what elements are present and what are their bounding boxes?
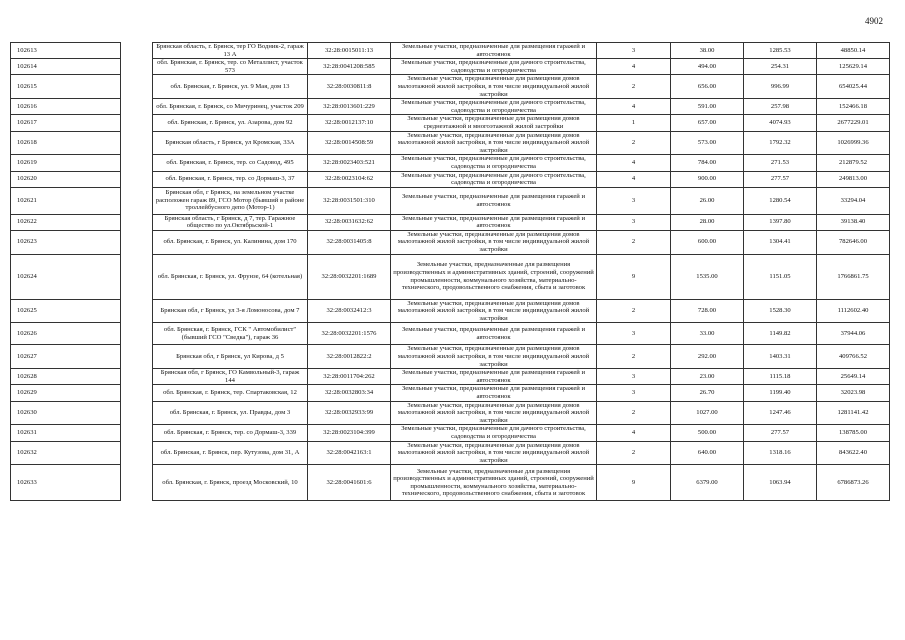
cell-unit-value: 1304.41	[744, 230, 817, 254]
cell-gap	[121, 299, 153, 323]
cell-cadastral-number: 32:28:0012137:10	[308, 115, 391, 131]
cell-cadastral-number: 32:28:0042163:1	[308, 441, 391, 465]
cell-area: 26.70	[671, 385, 744, 401]
cell-cadastral-value: 48850.14	[817, 43, 890, 59]
cell-area: 500.00	[671, 425, 744, 441]
table-row	[11, 230, 890, 254]
cell-address: обл. Брянская, г. Брянск, ул. Азарова, дом 92	[153, 115, 308, 131]
cell-unit-value: 1792.32	[744, 131, 817, 155]
cell-id: 102622	[11, 214, 121, 230]
cell-land-purpose: Земельные участки, предназначенные для размещения домов малоэтажной жилой застройки, в том числе индивидуальной жилой застройки	[391, 230, 597, 254]
cell-cadastral-number: 32:28:0041601:6	[308, 465, 391, 501]
cell-area: 656.00	[671, 75, 744, 99]
cell-id: 102630	[11, 401, 121, 425]
cell-cadastral-value: 212879.52	[817, 155, 890, 171]
cell-area: 728.00	[671, 299, 744, 323]
cell-cadastral-number: 32:28:0015011:13	[308, 43, 391, 59]
cell-unit-value: 1280.54	[744, 187, 817, 214]
cell-id: 102618	[11, 131, 121, 155]
cell-cadastral-value: 33294.04	[817, 187, 890, 214]
cell-group: 2	[597, 401, 671, 425]
cell-land-purpose: Земельные участки, предназначенные для размещения домов малоэтажной жилой застройки, в том числе индивидуальной жилой застройки	[391, 441, 597, 465]
cell-group: 4	[597, 155, 671, 171]
cell-group: 3	[597, 369, 671, 385]
cell-cadastral-number: 32:28:0023104:399	[308, 425, 391, 441]
cell-land-purpose: Земельные участки, предназначенные для дачного строительства, садоводства и огородничества	[391, 425, 597, 441]
cell-id: 102621	[11, 187, 121, 214]
cell-gap	[121, 345, 153, 369]
cell-cadastral-value: 1026999.36	[817, 131, 890, 155]
table-row	[11, 43, 890, 59]
cell-address: Брянская область, г. Брянск, тер ГО Водник-2, гараж 13 А	[153, 43, 308, 59]
cell-unit-value: 1285.53	[744, 43, 817, 59]
cell-id: 102624	[11, 254, 121, 299]
cell-address: обл. Брянская, г. Брянск, тер. со Металлист, участок 573	[153, 59, 308, 75]
cell-address: Брянская обл, г Брянск, ГО Камвольный-3, гараж 144	[153, 369, 308, 385]
cell-address: обл. Брянская, г. Брянск, ГСК " Автомобилист" (бывший ГСО "Сведка"), гараж 36	[153, 323, 308, 345]
cell-cadastral-value: 25649.14	[817, 369, 890, 385]
cell-gap	[121, 131, 153, 155]
cell-land-purpose: Земельные участки, предназначенные для размещения домов малоэтажной жилой застройки, в том числе индивидуальной жилой застройки	[391, 75, 597, 99]
cell-group: 9	[597, 254, 671, 299]
cell-group: 3	[597, 385, 671, 401]
cell-unit-value: 277.57	[744, 171, 817, 187]
cell-cadastral-value: 654025.44	[817, 75, 890, 99]
cell-cadastral-value: 138785.00	[817, 425, 890, 441]
cell-cadastral-number: 32:28:0012822:2	[308, 345, 391, 369]
cell-group: 2	[597, 230, 671, 254]
cell-gap	[121, 369, 153, 385]
cell-id: 102632	[11, 441, 121, 465]
table-row	[11, 369, 890, 385]
cell-unit-value: 1403.31	[744, 345, 817, 369]
cell-unit-value: 1149.82	[744, 323, 817, 345]
cell-area: 23.00	[671, 369, 744, 385]
table-row	[11, 155, 890, 171]
cell-land-purpose: Земельные участки, предназначенные для размещения производственных и административных зданий, строений, сооружений промышленности, коммунального хозяйства, материально-технического, продовольственного снабжения, сбыта и заготовок	[391, 465, 597, 501]
cell-cadastral-number: 32:28:0013601:229	[308, 99, 391, 115]
cell-cadastral-number: 32:28:0031501:310	[308, 187, 391, 214]
cell-group: 4	[597, 99, 671, 115]
cell-land-purpose: Земельные участки, предназначенные для дачного строительства, садоводства и огородничества	[391, 171, 597, 187]
table-row	[11, 465, 890, 501]
cell-land-purpose: Земельные участки, предназначенные для размещения гаражей и автостоянок	[391, 187, 597, 214]
cell-address: обл. Брянская, г. Брянск, тер. Спартаковская, 12	[153, 385, 308, 401]
cell-gap	[121, 155, 153, 171]
cell-address: обл. Брянская, г. Брянск, тер. со Садовод, 495	[153, 155, 308, 171]
cell-area: 573.00	[671, 131, 744, 155]
cell-address: обл. Брянская, г. Брянск, ул. Калинина, дом 170	[153, 230, 308, 254]
cell-area: 26.00	[671, 187, 744, 214]
cell-unit-value: 1397.80	[744, 214, 817, 230]
table-row	[11, 171, 890, 187]
cell-unit-value: 271.53	[744, 155, 817, 171]
cell-id: 102613	[11, 43, 121, 59]
cell-cadastral-number: 32:28:0031632:62	[308, 214, 391, 230]
page-number: 4902	[865, 16, 883, 26]
cell-id: 102620	[11, 171, 121, 187]
cell-unit-value: 4074.93	[744, 115, 817, 131]
cell-id: 102616	[11, 99, 121, 115]
cell-gap	[121, 385, 153, 401]
cell-gap	[121, 214, 153, 230]
table-row	[11, 323, 890, 345]
table-row	[11, 254, 890, 299]
cell-land-purpose: Земельные участки, предназначенные для размещения гаражей и автостоянок	[391, 323, 597, 345]
cell-cadastral-number: 32:28:0032201:1689	[308, 254, 391, 299]
cell-unit-value: 1063.94	[744, 465, 817, 501]
cell-group: 3	[597, 214, 671, 230]
cell-land-purpose: Земельные участки, предназначенные для размещения домов среднеэтажной и многоэтажной жилой застройки	[391, 115, 597, 131]
cell-address: обл. Брянская, г. Брянск, пер. Кутузова, дом 31, А	[153, 441, 308, 465]
cell-address: обл. Брянская, г. Брянск, тер. со Дормаш-3, 339	[153, 425, 308, 441]
cell-cadastral-value: 6786873.26	[817, 465, 890, 501]
cell-cadastral-number: 32:28:0032933:99	[308, 401, 391, 425]
cell-gap	[121, 425, 153, 441]
cell-cadastral-value: 152466.18	[817, 99, 890, 115]
cell-area: 784.00	[671, 155, 744, 171]
cell-cadastral-value: 843622.40	[817, 441, 890, 465]
cell-land-purpose: Земельные участки, предназначенные для размещения гаражей и автостоянок	[391, 43, 597, 59]
cell-cadastral-value: 782646.00	[817, 230, 890, 254]
cell-id: 102631	[11, 425, 121, 441]
table-row	[11, 115, 890, 131]
cell-land-purpose: Земельные участки, предназначенные для размещения домов малоэтажной жилой застройки, в том числе индивидуальной жилой застройки	[391, 345, 597, 369]
cell-cadastral-value: 2677229.01	[817, 115, 890, 131]
cell-cadastral-value: 125629.14	[817, 59, 890, 75]
cell-group: 2	[597, 131, 671, 155]
cell-cadastral-value: 409766.52	[817, 345, 890, 369]
cell-land-purpose: Земельные участки, предназначенные для размещения домов малоэтажной жилой застройки, в том числе индивидуальной жилой застройки	[391, 401, 597, 425]
cell-cadastral-value: 1281141.42	[817, 401, 890, 425]
cell-land-purpose: Земельные участки, предназначенные для дачного строительства, садоводства и огородничества	[391, 155, 597, 171]
cell-unit-value: 1247.46	[744, 401, 817, 425]
cell-cadastral-number: 32:28:0041208:585	[308, 59, 391, 75]
cell-area: 38.00	[671, 43, 744, 59]
cell-unit-value: 254.31	[744, 59, 817, 75]
cell-address: обл. Брянская, г. Брянск, тер. со Дормаш-3, 37	[153, 171, 308, 187]
cell-gap	[121, 115, 153, 131]
table-row	[11, 401, 890, 425]
table-row	[11, 59, 890, 75]
cell-group: 3	[597, 323, 671, 345]
cell-cadastral-number: 32:28:0023104:62	[308, 171, 391, 187]
cell-id: 102629	[11, 385, 121, 401]
cell-cadastral-value: 1766861.75	[817, 254, 890, 299]
cell-id: 102623	[11, 230, 121, 254]
cell-group: 1	[597, 115, 671, 131]
cell-address: Брянская обл, г Брянск, ул Кирова, д 5	[153, 345, 308, 369]
table-row	[11, 441, 890, 465]
cell-unit-value: 1318.16	[744, 441, 817, 465]
cell-land-purpose: Земельные участки, предназначенные для дачного строительства, садоводства и огородничества	[391, 59, 597, 75]
cell-address: обл. Брянская, г. Брянск, ул. Правды, дом 3	[153, 401, 308, 425]
cell-area: 1027.00	[671, 401, 744, 425]
cell-gap	[121, 171, 153, 187]
cell-gap	[121, 187, 153, 214]
cell-id: 102626	[11, 323, 121, 345]
cell-group: 2	[597, 441, 671, 465]
cell-area: 292.00	[671, 345, 744, 369]
table-row	[11, 345, 890, 369]
table-row	[11, 425, 890, 441]
cell-address: Брянская обл, г Брянск, на земельном участке расположен гараж 89, ГСО Мотор (бывший в районе троллейбусного депо (Мотор-1)	[153, 187, 308, 214]
cell-unit-value: 1151.05	[744, 254, 817, 299]
cell-unit-value: 1528.30	[744, 299, 817, 323]
cell-gap	[121, 230, 153, 254]
cell-group: 2	[597, 75, 671, 99]
cell-land-purpose: Земельные участки, предназначенные для дачного строительства, садоводства и огородничества	[391, 99, 597, 115]
cell-cadastral-value: 249813.00	[817, 171, 890, 187]
cell-cadastral-number: 32:28:0014508:59	[308, 131, 391, 155]
cell-land-purpose: Земельные участки, предназначенные для размещения гаражей и автостоянок	[391, 385, 597, 401]
cell-area: 657.00	[671, 115, 744, 131]
cell-cadastral-number: 32:28:0023403:521	[308, 155, 391, 171]
cell-address: обл. Брянская, г. Брянск, ул. Фрунзе, 64 (котельная)	[153, 254, 308, 299]
cell-land-purpose: Земельные участки, предназначенные для размещения домов малоэтажной жилой застройки, в том числе индивидуальной жилой застройки	[391, 299, 597, 323]
cell-gap	[121, 43, 153, 59]
table-row	[11, 131, 890, 155]
cell-group: 9	[597, 465, 671, 501]
cell-land-purpose: Земельные участки, предназначенные для размещения гаражей и автостоянок	[391, 214, 597, 230]
cell-gap	[121, 465, 153, 501]
cell-id: 102628	[11, 369, 121, 385]
cell-cadastral-value: 32023.98	[817, 385, 890, 401]
cell-group: 3	[597, 187, 671, 214]
cell-cadastral-number: 32:28:0011704:262	[308, 369, 391, 385]
cell-group: 3	[597, 43, 671, 59]
cell-cadastral-number: 32:28:0032201:1576	[308, 323, 391, 345]
cell-land-purpose: Земельные участки, предназначенные для размещения гаражей и автостоянок	[391, 369, 597, 385]
cell-address: Брянская область, г Брянск, д 7, тер. Гаражное общество по ул.Октябрьской-1	[153, 214, 308, 230]
cell-area: 28.00	[671, 214, 744, 230]
table-row	[11, 385, 890, 401]
cell-gap	[121, 75, 153, 99]
cell-unit-value: 1199.40	[744, 385, 817, 401]
cell-group: 4	[597, 425, 671, 441]
cell-address: Брянская обл, г Брянск, ул 3-я Ломоносова, дом 7	[153, 299, 308, 323]
cell-unit-value: 996.99	[744, 75, 817, 99]
table-row	[11, 99, 890, 115]
registry-body	[11, 43, 890, 501]
cell-id: 102615	[11, 75, 121, 99]
cell-group: 4	[597, 59, 671, 75]
cell-gap	[121, 441, 153, 465]
cell-unit-value: 1115.18	[744, 369, 817, 385]
cell-group: 2	[597, 299, 671, 323]
cell-id: 102619	[11, 155, 121, 171]
cell-id: 102614	[11, 59, 121, 75]
cell-group: 4	[597, 171, 671, 187]
cell-address: Брянская область, г Брянск, ул Кромская, 33А	[153, 131, 308, 155]
cell-cadastral-value: 37944.06	[817, 323, 890, 345]
cell-area: 591.00	[671, 99, 744, 115]
cell-cadastral-number: 32:28:0032803:34	[308, 385, 391, 401]
cell-land-purpose: Земельные участки, предназначенные для размещения домов малоэтажной жилой застройки, в том числе индивидуальной жилой застройки	[391, 131, 597, 155]
cell-address: обл. Брянская, г. Брянск, проезд Московский, 10	[153, 465, 308, 501]
cell-land-purpose: Земельные участки, предназначенные для размещения производственных и административных зданий, строений, сооружений промышленности, коммунального хозяйства, материально-технического, продовольственного снабжения, сбыта и заготовок	[391, 254, 597, 299]
cell-cadastral-number: 32:28:0031405:8	[308, 230, 391, 254]
cell-group: 2	[597, 345, 671, 369]
cell-id: 102625	[11, 299, 121, 323]
cell-gap	[121, 254, 153, 299]
cell-area: 6379.00	[671, 465, 744, 501]
cell-area: 900.00	[671, 171, 744, 187]
cell-unit-value: 277.57	[744, 425, 817, 441]
cell-gap	[121, 323, 153, 345]
cell-address: обл. Брянская, г. Брянск, ул. 9 Мая, дом 13	[153, 75, 308, 99]
cell-gap	[121, 59, 153, 75]
cell-gap	[121, 99, 153, 115]
table-row	[11, 299, 890, 323]
cell-area: 1535.00	[671, 254, 744, 299]
cell-cadastral-value: 1112602.40	[817, 299, 890, 323]
cell-cadastral-number: 32:28:0030811:8	[308, 75, 391, 99]
cell-id: 102617	[11, 115, 121, 131]
cell-area: 33.00	[671, 323, 744, 345]
cell-gap	[121, 401, 153, 425]
table-row	[11, 187, 890, 214]
cell-unit-value: 257.98	[744, 99, 817, 115]
cell-area: 494.00	[671, 59, 744, 75]
land-registry-table	[10, 42, 890, 501]
table-row	[11, 75, 890, 99]
cell-cadastral-value: 39138.40	[817, 214, 890, 230]
cell-cadastral-number: 32:28:0032412:3	[308, 299, 391, 323]
cell-id: 102627	[11, 345, 121, 369]
cell-area: 600.00	[671, 230, 744, 254]
cell-address: обл. Брянская, г. Брянск, со Мичуринец, участок 209	[153, 99, 308, 115]
cell-area: 640.00	[671, 441, 744, 465]
table-row	[11, 214, 890, 230]
cell-id: 102633	[11, 465, 121, 501]
